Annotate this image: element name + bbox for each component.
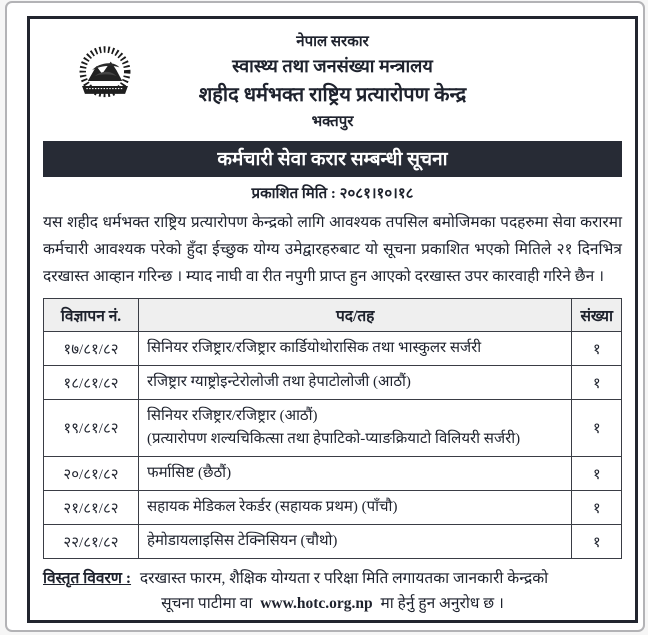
ad-number-cell: २१/८१/८२ (44, 491, 139, 525)
footer-line2 (43, 591, 622, 616)
position-line1: सिनियर रजिष्ट्रार/रजिष्ट्रार (आठौं) (147, 408, 318, 424)
footer-text-after-url: मा हेर्नु हुन अनुरोध छ । (380, 595, 504, 612)
published-date-label: प्रकाशित मिति : (251, 186, 336, 202)
count-cell: १ (572, 491, 622, 525)
header-position: पद/तह (139, 299, 572, 332)
ad-number-cell: १८/८१/८२ (44, 366, 139, 400)
footer-line1 (43, 566, 622, 591)
table-row (44, 525, 622, 559)
notice-body-paragraph: यस शहीद धर्मभक्त राष्ट्रिय प्रत्यारोपण केन्द्रको लागि आवश्यक तपसिल बमोजिमका पदहरुमा सेवा करारमा कर्मचारी आवश्यक परेको हुँदा ईच्छुक योग्य उमेद्वारहरुबाट यो सूचना प्रकाशित भएको मितिले २१ दिनभित्र दरखास्त आव्हान गरिन्छ । म्याद नाघी वा रीत नपुगी प्राप्त हुन आएको दरखास्त उपर कारवाही गरिने छैन । (43, 214, 622, 285)
position-cell: रजिष्ट्रार ग्याष्ट्रोइन्टेरोलोजी तथा हेपाटोलोजी (आठौं) (139, 366, 572, 400)
table-row (44, 457, 622, 491)
table-row (44, 400, 622, 457)
position-cell: फर्मासिष्ट (छैठौं) (139, 457, 572, 491)
table-row (44, 332, 622, 366)
table-header-row (44, 299, 622, 332)
website-url: www.hotc.org.np (260, 595, 373, 612)
ad-number-cell: २२/८१/८२ (44, 525, 139, 559)
footer-text-before-url: सूचना पाटीमा वा (161, 595, 253, 612)
position-cell: हेमोडायलाइसिस टेक्निसियन (चौथो) (139, 525, 572, 559)
header-count: संख्या (572, 299, 622, 332)
notice-border-box (27, 16, 638, 623)
table-row (44, 491, 622, 525)
footer-note (43, 566, 622, 616)
count-cell: १ (572, 457, 622, 491)
footer-detail-label: विस्तृत विवरण : (43, 570, 132, 587)
ministry-name: स्वास्थ्य तथा जनसंख्या मन्त्रालय (232, 56, 433, 76)
header-ad-number: विज्ञापन नं. (44, 299, 139, 332)
ad-number-cell: २०/८१/८२ (44, 457, 139, 491)
letterhead (43, 31, 622, 134)
count-cell: १ (572, 400, 622, 457)
position-cell: सहायक मेडिकल रेकर्डर (सहायक प्रथम) (पाँचौ) (139, 491, 572, 525)
footer-detail-text: दरखास्त फारम, शैक्षिक योग्यता र परिक्षा मिति लगायतका जानकारी केन्द्रको (139, 570, 549, 587)
position-cell (139, 400, 572, 457)
notice-title-banner: कर्मचारी सेवा करार सम्बन्धी सूचना (43, 141, 622, 177)
ad-number-cell: १७/८१/८२ (44, 332, 139, 366)
count-cell: १ (572, 366, 622, 400)
ad-number-cell: १९/८१/८२ (44, 400, 139, 457)
organization-name: शहीद धर्मभक्त राष्ट्रिय प्रत्यारोपण केन्द्र (198, 84, 467, 106)
page-outer-frame (5, 1, 645, 632)
vacancy-table (43, 298, 622, 559)
position-cell: सिनियर रजिष्ट्रार/रजिष्ट्रार कार्डियोथोरासिक तथा भास्कुलर सर्जरी (139, 332, 572, 366)
published-date-value: २०८१।१०।१८ (339, 186, 414, 202)
government-name: नेपाल सरकार (296, 34, 369, 50)
vacancy-table-body (44, 332, 622, 559)
table-row (44, 366, 622, 400)
count-cell: १ (572, 525, 622, 559)
count-cell: १ (572, 332, 622, 366)
nepal-government-emblem-icon (69, 43, 141, 109)
organization-location: भक्तपुर (311, 114, 354, 130)
published-date (43, 183, 622, 205)
position-line2: (प्रत्यारोपण शल्यचिकित्सा तथा हेपाटिको-प्याङक्रियाटो विलियरी सर्जरी) (147, 431, 521, 447)
vacancy-table-header (44, 299, 622, 332)
